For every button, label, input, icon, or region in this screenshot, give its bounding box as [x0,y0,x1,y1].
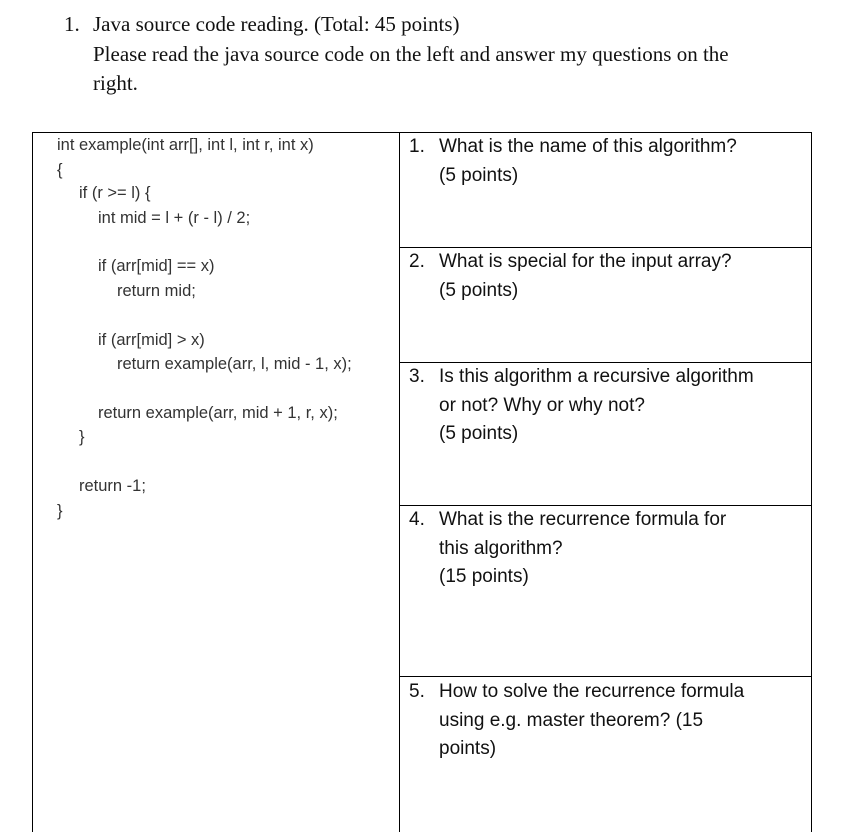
code-line: return example(arr, mid + 1, r, x); [98,404,338,422]
code-line: int example(int arr[], int l, int r, int x) [57,136,314,154]
question-text: How to solve the recurrence formula [439,681,745,702]
row-divider [400,676,812,677]
row-divider [400,247,812,248]
question-number: 1. [409,136,425,157]
instruction-line-2: right. [93,71,138,95]
question-text: this algorithm? [439,538,563,559]
code-line: return -1; [79,477,146,495]
code-line: if (arr[mid] == x) [98,257,215,275]
code-line: return example(arr, l, mid - 1, x); [117,355,352,373]
question-text: What is the name of this algorithm? [439,136,737,157]
question-points: (5 points) [439,280,519,301]
code-line: return mid; [117,282,196,300]
question-points: (5 points) [439,423,519,444]
code-line: { [57,161,63,179]
question-text: Is this algorithm a recursive algorithm [439,366,754,387]
instruction-line-1: Please read the java source code on the left and answer my questions on the [93,42,729,66]
row-divider [400,505,812,506]
code-line: int mid = l + (r - l) / 2; [98,209,251,227]
item-number: 1. [64,12,80,36]
item-title: Java source code reading. (Total: 45 points) [93,12,460,36]
question-points: (15 points) [439,566,529,587]
question-number: 3. [409,366,425,387]
question-text: What is special for the input array? [439,251,732,272]
row-divider [400,362,812,363]
code-line: } [79,428,85,446]
question-points: (5 points) [439,165,519,186]
code-line: if (r >= l) { [79,184,151,202]
question-text: What is the recurrence formula for [439,509,727,530]
code-line: } [57,502,63,520]
code-line: if (arr[mid] > x) [98,331,205,349]
question-text: using e.g. master theorem? (15 [439,710,704,731]
question-number: 4. [409,509,425,530]
question-number: 2. [409,251,425,272]
question-text: or not? Why or why not? [439,395,645,416]
table-right-border [811,132,812,832]
question-number: 5. [409,681,425,702]
question-points: points) [439,738,497,759]
column-divider [399,132,400,832]
